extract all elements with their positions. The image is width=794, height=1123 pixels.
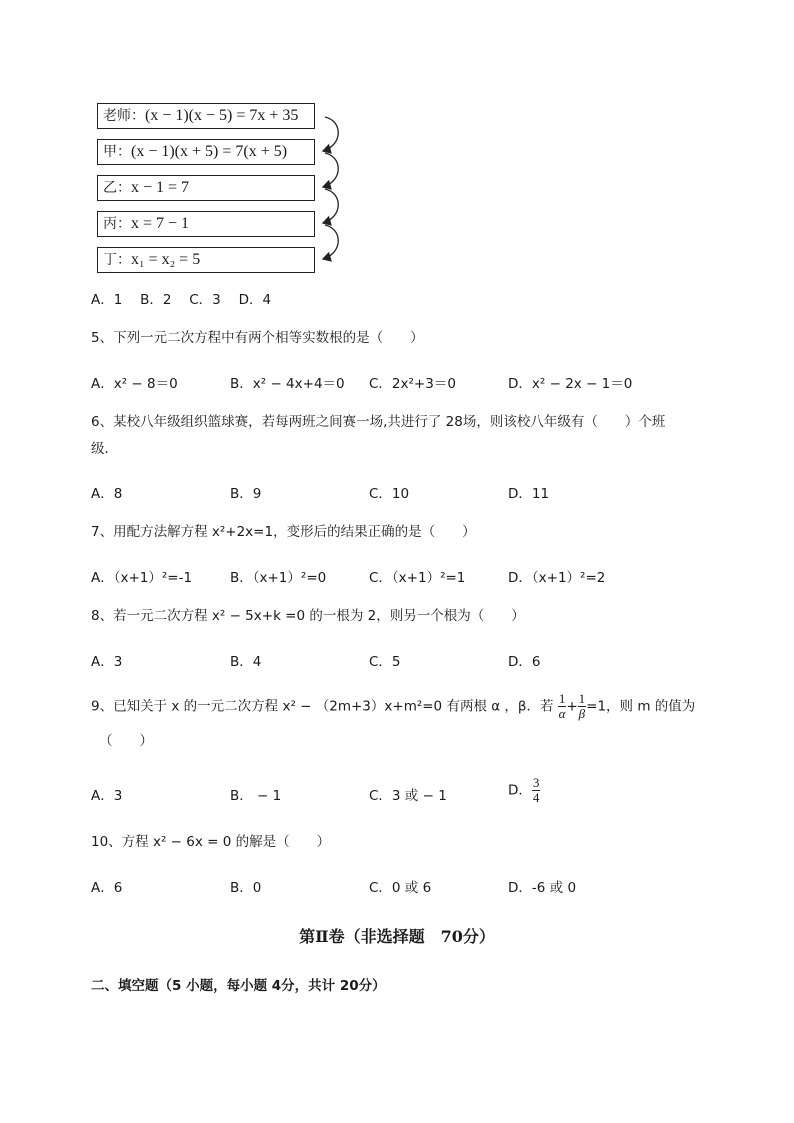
fraction-numerator: 3: [532, 775, 540, 790]
q7-option-a: A．（x+1）²=-1: [91, 570, 193, 586]
q7-option-d: D．（x+1）²=2: [508, 570, 606, 586]
q5-option-b: B．x² − 4x+4＝0: [230, 376, 345, 392]
q5-option-d: D．x² − 2x − 1＝0: [508, 376, 633, 392]
q9-option-c: C．3 或 − 1: [369, 788, 447, 804]
fraction-numerator: 1: [578, 691, 586, 706]
q9-fraction-three-quarters: [532, 776, 541, 805]
q6-option-c: C．10: [369, 486, 410, 502]
step-equation: (x − 1)(x − 5) = 7x + 35: [145, 107, 299, 124]
q7-option-b: B．（x+1）²=0: [230, 570, 327, 586]
step-equation: x − 1 = 7: [131, 179, 190, 196]
step-equation: x₁ = x₂ = 5: [131, 251, 201, 268]
q9-plus: +: [566, 698, 578, 715]
fraction-denominator: β: [578, 706, 586, 721]
q9-option-b: B． − 1: [230, 788, 282, 804]
q5-stem: 5、下列一元二次方程中有两个相等实数根的是（ ）: [91, 330, 424, 346]
q10-option-a: A．6: [91, 880, 123, 896]
step-label: 甲：: [103, 144, 131, 160]
q8-option-c: C．5: [369, 654, 401, 670]
q9-stem-text-a: 9、已知关于 x 的一元二次方程 x² − （2m+3）x+m²=0 有两根 α ，β．若: [91, 698, 554, 715]
q8-option-a: A．3: [91, 654, 123, 670]
arrow-2: [323, 153, 338, 187]
q9-option-d-prefix: D．: [508, 782, 532, 799]
q6-option-a: A．8: [91, 486, 123, 502]
q6-stem-line1: 6、某校八年级组织篮球赛，若每两班之间赛一场,共进行了 28场，则该校八年级有（ ）个班: [91, 414, 666, 430]
q8-option-d: D．6: [508, 654, 541, 670]
fraction-denominator: 4: [532, 790, 540, 805]
q9-stem-line2: （ ）: [99, 733, 153, 749]
q5-option-c: C．2x²+3＝0: [369, 376, 456, 392]
section-2-title: 第Ⅱ卷（非选择题 70分）: [299, 927, 495, 946]
q9-stem: [91, 692, 695, 721]
q4-options: A．1 B．2 C．3 D．4: [91, 292, 272, 308]
step-label: 老师：: [103, 108, 145, 124]
q5-option-a: A．x² − 8＝0: [91, 376, 178, 392]
step-label: 丁：: [103, 252, 131, 268]
fraction-denominator: α: [558, 706, 566, 721]
arrow-4: [323, 225, 338, 259]
q9-option-a: A．3: [91, 788, 123, 804]
q6-stem-line2: 级．: [91, 441, 118, 457]
q10-option-d: D．-6 或 0: [508, 880, 577, 896]
step-equation: x = 7 − 1: [131, 215, 190, 232]
q10-option-b: B．0: [230, 880, 262, 896]
q9-option-d: [508, 776, 540, 805]
fraction-numerator: 1: [558, 691, 566, 706]
q7-option-c: C．（x+1）²=1: [369, 570, 466, 586]
arrow-3: [323, 189, 338, 223]
step-label: 乙：: [103, 180, 131, 196]
step-label: 丙：: [103, 216, 131, 232]
q7-stem: 7、用配方法解方程 x²+2x=1，变形后的结果正确的是（ ）: [91, 524, 476, 540]
solution-steps-figure: [97, 103, 347, 275]
q9-stem-text-b: =1，则 m 的值为: [586, 698, 696, 715]
q10-stem: 10、方程 x² − 6x = 0 的解是（ ）: [91, 834, 331, 850]
q6-option-b: B．9: [230, 486, 262, 502]
q6-option-d: D．11: [508, 486, 550, 502]
part-2-title: 二、填空题（5 小题，每小题 4分，共计 20分）: [91, 978, 386, 994]
arrow-1: [323, 117, 338, 151]
q8-stem: 8、若一元二次方程 x² − 5x+k =0 的一根为 2，则另一个根为（ ）: [91, 608, 525, 624]
q10-option-c: C．0 或 6: [369, 880, 432, 896]
q9-fraction-beta: [578, 692, 587, 721]
curved-arrows: [97, 103, 347, 275]
q8-option-b: B．4: [230, 654, 262, 670]
step-equation: (x − 1)(x + 5) = 7(x + 5): [131, 143, 288, 160]
